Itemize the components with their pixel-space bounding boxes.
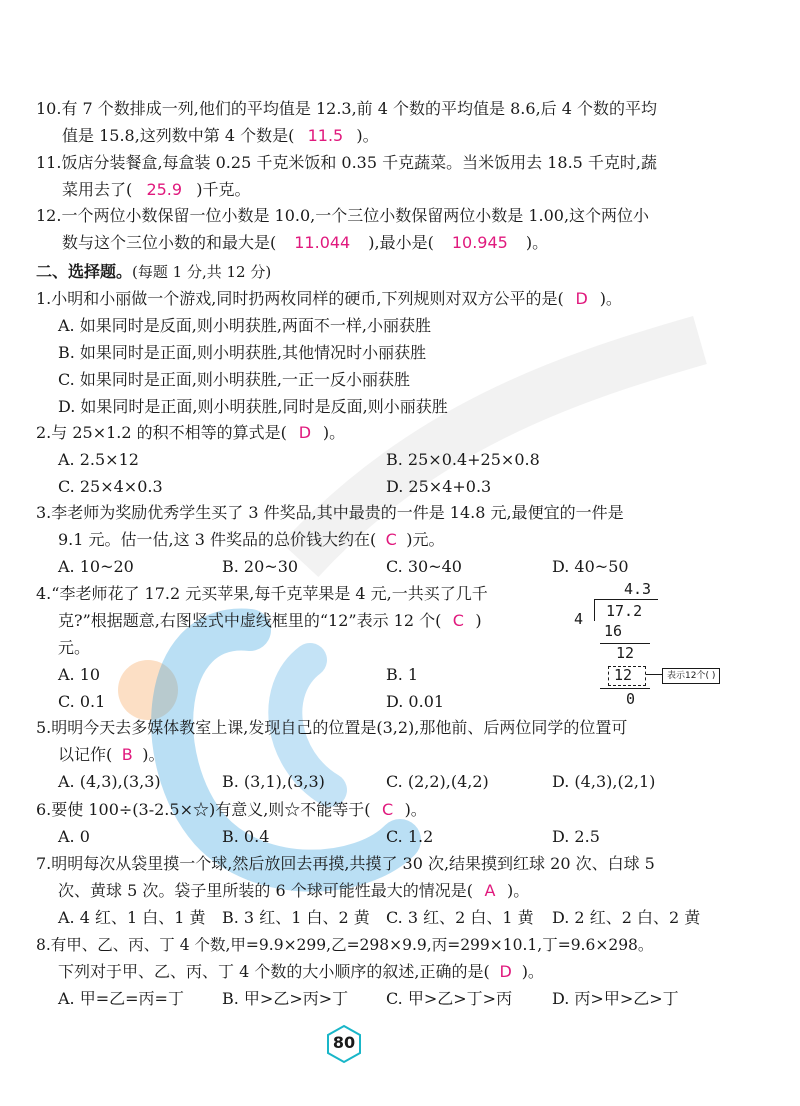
c6-stem-post: )。 <box>404 800 427 819</box>
q12-line2-pre: 数与这个三位小数的和最大是( <box>62 233 277 252</box>
c8-option-d: D. 丙>甲>乙>丁 <box>552 989 679 1008</box>
division-dividend: 17.2 <box>606 602 643 620</box>
c3-answer: C <box>385 530 397 549</box>
division-step1: 16 <box>604 622 623 640</box>
section-2-heading <box>36 262 271 282</box>
c5-option-b: B. (3,1),(3,3) <box>222 772 325 791</box>
division-callout-box: 表示12个( ) <box>662 668 720 684</box>
c2-stem-post: )。 <box>322 423 346 442</box>
c4-division-figure <box>566 580 746 720</box>
c4-option-c: C. 0.1 <box>58 692 106 711</box>
c5-answer: B <box>121 745 133 764</box>
c4-option-b: B. 1 <box>386 665 419 684</box>
q10-line2-post: )。 <box>356 126 379 145</box>
c3-option-c: C. 30~40 <box>386 557 462 576</box>
c6-stem-pre: 6.要使 100÷(3-2.5×☆)有意义,则☆不能等于( <box>36 800 371 819</box>
c2-stem <box>36 423 345 443</box>
c4-line3: 元。 <box>58 638 91 657</box>
c7-line2-post: )。 <box>506 881 530 900</box>
q11-line2-post: )千克。 <box>196 180 251 199</box>
q12-line2-post: )。 <box>525 233 549 252</box>
c1-stem-pre: 1.小明和小丽做一个游戏,同时扔两枚同样的硬币,下列规则对双方公平的是( <box>36 289 564 308</box>
division-remainder: 0 <box>626 690 636 708</box>
section-2-title: 二、选择题。 <box>36 262 133 281</box>
c5-line2-post: )。 <box>142 745 165 764</box>
c6-option-b: B. 0.4 <box>222 827 270 846</box>
watermark-blue-arc <box>172 629 400 870</box>
c1-option-c: C. 如果同时是正面,则小明获胜,一正一反小丽获胜 <box>58 370 411 389</box>
c1-option-b: B. 如果同时是正面,则小明获胜,其他情况时小丽获胜 <box>58 343 427 362</box>
division-divisor: 4 <box>574 610 584 628</box>
c3-option-b: B. 20~30 <box>222 557 299 576</box>
q11-answer: 25.9 <box>146 180 183 199</box>
q11-line1: 11.饭店分装餐盒,每盒装 0.25 千克米饭和 0.35 千克蔬菜。当米饭用去 18.5 千克时,蔬 <box>36 153 658 172</box>
division-rule-2 <box>600 688 650 689</box>
q11-line2 <box>62 180 251 200</box>
c2-option-b: B. 25×0.4+25×0.8 <box>386 450 540 469</box>
c7-option-d: D. 2 红、2 白、2 黄 <box>552 908 701 927</box>
q11-line2-pre: 菜用去了( <box>62 180 133 199</box>
c8-line2-post: )。 <box>521 962 544 981</box>
division-quotient: 4.3 <box>624 580 652 598</box>
c7-line1: 7.明明每次从袋里摸一个球,然后放回去再摸,共摸了 30 次,结果摸到红球 20 次、白球 5 <box>36 854 655 873</box>
division-bracket-side <box>594 599 595 621</box>
c7-option-c: C. 3 红、2 白、1 黄 <box>386 908 534 927</box>
page-number: 80 <box>332 1033 356 1052</box>
c6-option-c: C. 1.2 <box>386 827 434 846</box>
c5-option-d: D. (4,3),(2,1) <box>552 772 656 791</box>
c4-answer: C <box>452 611 464 630</box>
c4-line1: 4.“李老师花了 17.2 元买苹果,每千克苹果是 4 元,一共买了几千 <box>36 584 488 603</box>
c8-option-a: A. 甲=乙=丙=丁 <box>58 989 184 1008</box>
c6-answer: C <box>381 800 394 819</box>
c7-option-b: B. 3 红、1 白、2 黄 <box>222 908 370 927</box>
c5-line2 <box>58 745 165 765</box>
c3-option-d: D. 40~50 <box>552 557 629 576</box>
watermark-orange-circle <box>118 660 178 720</box>
c8-option-c: C. 甲>乙>丁>丙 <box>386 989 513 1008</box>
division-bracket-top <box>594 599 658 600</box>
c4-option-a: A. 10 <box>58 665 101 684</box>
c7-line2-pre: 次、黄球 5 次。袋子里所装的 6 个球可能性最大的情况是( <box>58 881 473 900</box>
section-2-note: (每题 1 分,共 12 分) <box>132 263 272 281</box>
c5-line1: 5.明明今天去多媒体教室上课,发现自己的位置是(3,2),那他前、后两位同学的位置可 <box>36 718 628 737</box>
c4-line2-pre: 克?”根据题意,右图竖式中虚线框里的“12”表示 12 个( <box>58 611 442 630</box>
division-step2: 12 <box>616 644 635 662</box>
c2-stem-pre: 2.与 25×1.2 的积不相等的算式是( <box>36 423 287 442</box>
c8-answer: D <box>499 962 512 981</box>
c3-line1: 3.李老师为奖励优秀学生买了 3 件奖品,其中最贵的一件是 14.8 元,最便宜的一件是 <box>36 503 624 522</box>
c3-line2-post: )元。 <box>406 530 445 549</box>
c8-line2-pre: 下列对于甲、乙、丙、丁 4 个数的大小顺序的叙述,正确的是( <box>58 962 490 981</box>
c5-line2-pre: 以记作( <box>58 745 113 764</box>
c2-option-d: D. 25×4+0.3 <box>386 477 492 496</box>
division-arrow <box>646 674 662 675</box>
c3-line2 <box>58 530 444 550</box>
c6-stem <box>36 800 427 820</box>
c5-option-c: C. (2,2),(4,2) <box>386 772 489 791</box>
q12-answer-max: 11.044 <box>294 233 351 252</box>
q12-line1: 12.一个两位小数保留一位小数是 10.0,一个三位小数保留两位小数是 1.00,这个两位小 <box>36 206 650 225</box>
c6-option-d: D. 2.5 <box>552 827 600 846</box>
q12-answer-min: 10.945 <box>451 233 508 252</box>
c4-line2-post: ) <box>475 611 482 630</box>
q12-line2-mid: ),最小是( <box>368 233 434 252</box>
c4-option-d: D. 0.01 <box>386 692 445 711</box>
c1-stem-post: )。 <box>599 289 622 308</box>
q12-line2 <box>62 233 548 253</box>
c1-answer: D <box>575 289 588 308</box>
c6-option-a: A. 0 <box>58 827 90 846</box>
c2-option-a: A. 2.5×12 <box>58 450 139 469</box>
c2-option-c: C. 25×4×0.3 <box>58 477 163 496</box>
c8-line2 <box>58 962 544 982</box>
c8-line1: 8.有甲、乙、丙、丁 4 个数,甲=9.9×299,乙=298×9.9,丙=299×10.1,丁=9.6×298。 <box>36 936 654 954</box>
c3-option-a: A. 10~20 <box>58 557 134 576</box>
c1-option-a: A. 如果同时是反面,则小明获胜,两面不一样,小丽获胜 <box>58 316 431 335</box>
c4-line2 <box>58 611 482 631</box>
c7-line2 <box>58 881 529 901</box>
c7-answer: A <box>484 881 496 900</box>
c2-answer: D <box>298 423 312 442</box>
c5-option-a: A. (4,3),(3,3) <box>58 772 161 791</box>
q10-answer: 11.5 <box>307 126 344 145</box>
c1-option-d: D. 如果同时是正面,则小明获胜,同时是反面,则小丽获胜 <box>58 397 448 416</box>
c8-option-b: B. 甲>乙>丙>丁 <box>222 989 349 1008</box>
c7-option-a: A. 4 红、1 白、1 黄 <box>58 908 206 927</box>
q10-line1: 10.有 7 个数排成一列,他们的平均值是 12.3,前 4 个数的平均值是 8.6,后 4 个数的平均 <box>36 99 658 118</box>
q10-line2 <box>62 126 379 146</box>
q10-line2-pre: 值是 15.8,这列数中第 4 个数是( <box>62 126 295 145</box>
c1-stem <box>36 289 622 309</box>
c3-line2-pre: 9.1 元。估一估,这 3 件奖品的总价钱大约在( <box>58 530 377 549</box>
division-step3: 12 <box>614 666 633 684</box>
